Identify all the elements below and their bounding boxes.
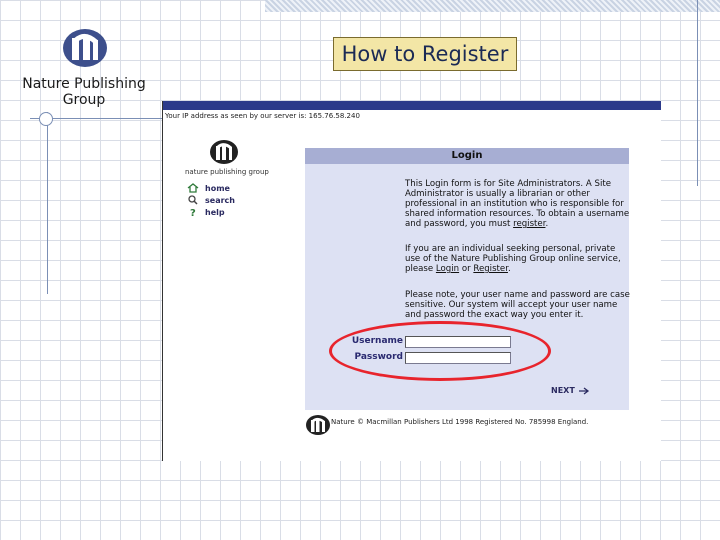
arrow-right-icon (578, 387, 590, 395)
individual-info-or: or (459, 264, 474, 274)
nav-help[interactable] (187, 206, 235, 218)
username-input[interactable] (405, 336, 511, 348)
individual-info-text: If you are an individual seeking personal, private use of the Nature Publishing Group online service, please (405, 244, 621, 274)
decorative-top-band (265, 0, 720, 12)
login-link[interactable]: Login (435, 264, 460, 274)
individual-info-end: . (507, 264, 511, 274)
site-name: nature publishing group (185, 168, 269, 176)
nature-logo (209, 139, 239, 165)
nav-home-label: home (205, 183, 230, 193)
site-nav (187, 182, 235, 218)
footer-nature-logo (305, 414, 331, 436)
help-icon (187, 207, 199, 217)
admin-info-paragraph (405, 179, 631, 229)
login-page-screenshot (162, 101, 661, 461)
username-label: Username (351, 336, 403, 346)
case-sensitive-note: Please note, your user name and password are case sensitive. Our system will accept your user name and password the exact way you enter it. (405, 290, 630, 320)
nav-search-label: search (205, 195, 235, 205)
individual-info-paragraph (405, 244, 631, 274)
browser-top-bar (163, 101, 661, 110)
register-link-2[interactable]: Register (473, 264, 508, 274)
admin-info-text: This Login form is for Site Administrators. A Site Administrator is usually a librarian or other professional in an institution who is responsible for shared information resources. To obtain a username and password, you must (405, 179, 630, 229)
password-input[interactable] (405, 352, 511, 364)
ip-address-line: Your IP address as seen by our server is: 165.76.58.240 (165, 112, 360, 120)
decorative-left-vline (47, 112, 48, 294)
login-panel (305, 148, 629, 410)
nav-help-label: help (205, 207, 225, 217)
admin-info-end: . (545, 219, 549, 229)
search-icon (187, 195, 199, 205)
slide-title: How to Register (333, 37, 517, 71)
npg-logo (62, 28, 108, 68)
decorative-right-line (697, 0, 698, 186)
next-button[interactable] (551, 386, 590, 395)
nav-search[interactable] (187, 194, 235, 206)
decorative-circle (39, 112, 53, 126)
next-label: NEXT (551, 386, 575, 395)
org-name: Nature Publishing Group (22, 76, 146, 108)
register-link[interactable]: register (513, 219, 546, 229)
footer-copyright: Nature © Macmillan Publishers Ltd 1998 Registered No. 785998 England. (331, 418, 589, 426)
password-label: Password (354, 352, 403, 362)
svg-text:?: ? (190, 208, 196, 217)
login-header: Login (305, 148, 629, 164)
nav-home[interactable] (187, 182, 235, 194)
home-icon (187, 183, 199, 193)
